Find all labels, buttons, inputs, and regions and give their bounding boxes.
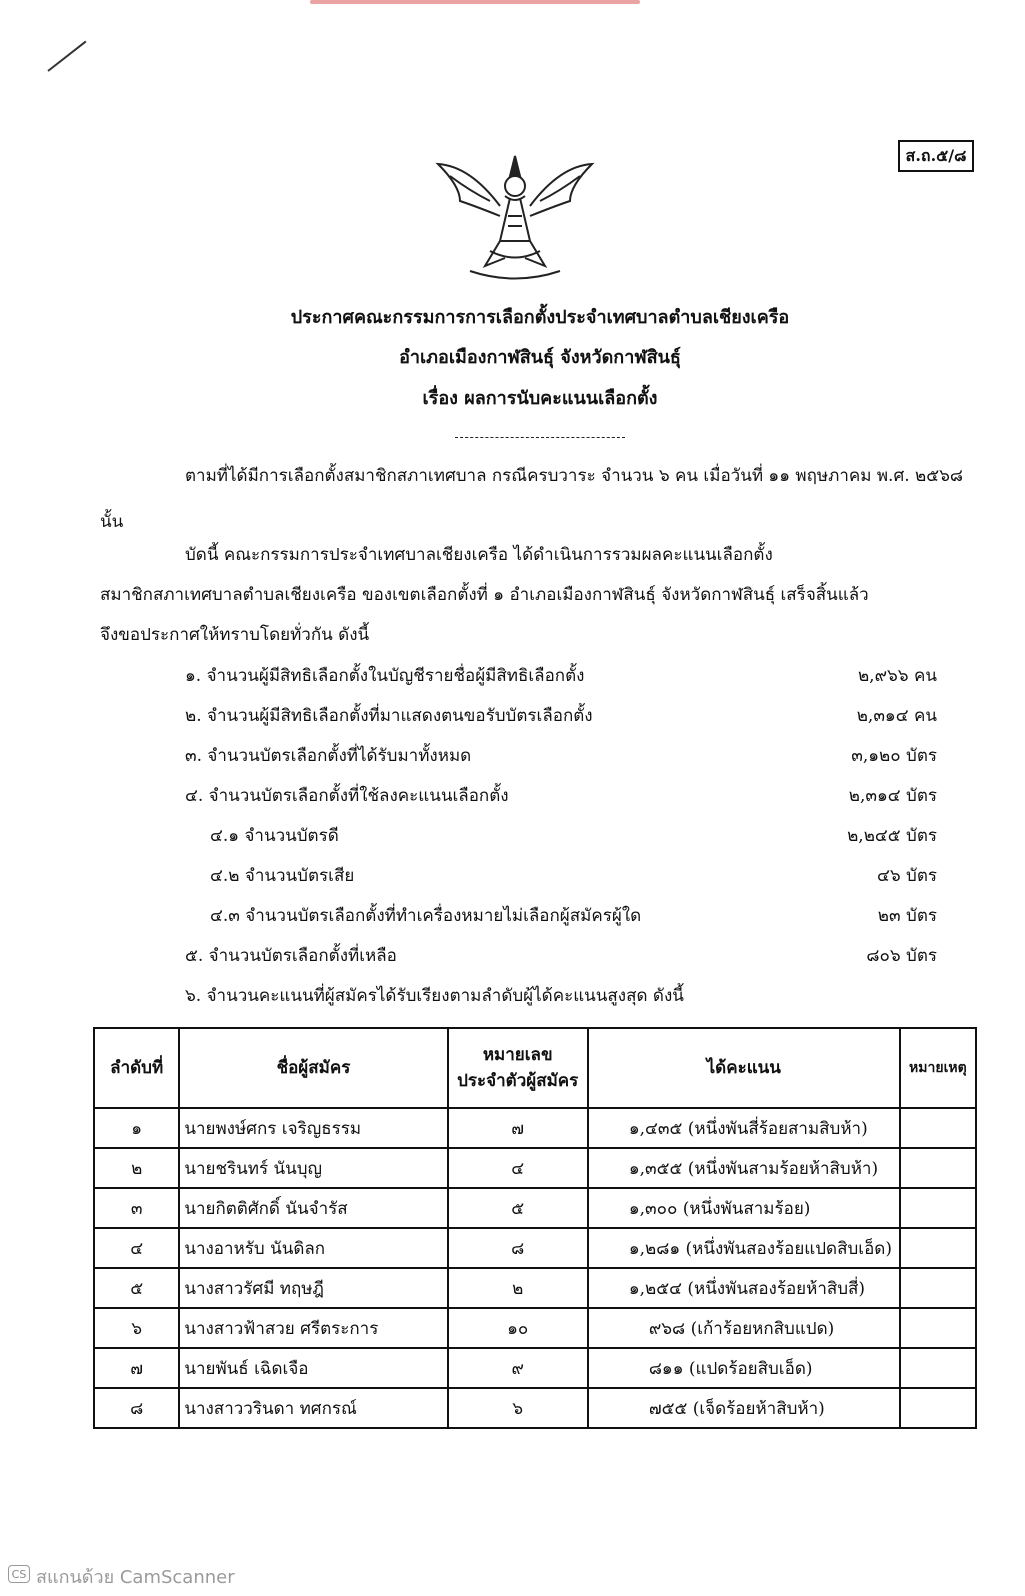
table-header-row xyxy=(94,1028,976,1108)
cell-name: นายพงษ์ศกร เจริญธรรม xyxy=(179,1108,447,1148)
cell-name: นางสาวฟ้าสวย ศรีตระการ xyxy=(179,1308,447,1348)
cell-number: ๖ xyxy=(448,1388,588,1428)
stat-label: ๔.๑ จำนวนบัตรดี xyxy=(210,826,339,846)
cell-number: ๒ xyxy=(448,1268,588,1308)
stat-label: ๔.๓ จำนวนบัตรเลือกตั้งที่ทำเครื่องหมายไม่เลือกผู้สมัครผู้ใด xyxy=(210,906,642,926)
cell-number: ๘ xyxy=(448,1228,588,1268)
cell-note xyxy=(900,1308,976,1348)
cell-rank: ๗ xyxy=(94,1348,179,1388)
scan-mark xyxy=(310,0,640,4)
stat-label: ๔. จำนวนบัตรเลือกตั้งที่ใช้ลงคะแนนเลือกตั้ง xyxy=(185,786,509,806)
header-score: ได้คะแนน xyxy=(588,1028,900,1108)
heading-line-1: ประกาศคณะกรรมการการเลือกตั้งประจำเทศบาลตำบลเชียงเครือ xyxy=(290,307,790,328)
cell-score: ๑,๔๓๕ (หนึ่งพันสี่ร้อยสามสิบห้า) xyxy=(588,1108,900,1148)
header-name: ชื่อผู้สมัคร xyxy=(179,1028,447,1108)
stat-value: ๒๓ บัตร xyxy=(877,906,937,926)
stat-value: ๒,๓๑๔ คน xyxy=(856,706,937,726)
stat-value: ๒,๓๑๔ บัตร xyxy=(848,786,937,806)
stat-label: ๑. จำนวนผู้มีสิทธิเลือกตั้งในบัญชีรายชื่อผู้มีสิทธิเลือกตั้ง xyxy=(185,666,585,686)
cell-score: ๑,๓๐๐ (หนึ่งพันสามร้อย) xyxy=(588,1188,900,1228)
cell-number: ๗ xyxy=(448,1108,588,1148)
cell-note xyxy=(900,1268,976,1308)
cell-note xyxy=(900,1108,976,1148)
garuda-emblem-icon xyxy=(430,146,600,288)
table-row xyxy=(94,1348,976,1388)
stat-label: ๔.๒ จำนวนบัตรเสีย xyxy=(210,866,355,886)
cell-score: ๑,๒๕๔ (หนึ่งพันสองร้อยห้าสิบสี่) xyxy=(588,1268,900,1308)
cell-score: ๘๑๑ (แปดร้อยสิบเอ็ด) xyxy=(588,1348,900,1388)
cell-rank: ๔ xyxy=(94,1228,179,1268)
cell-rank: ๑ xyxy=(94,1108,179,1148)
paragraph-2-line-1: บัดนี้ คณะกรรมการประจำเทศบาลเชียงเครือ ได้ดำเนินการรวมผลคะแนนเลือกตั้ง xyxy=(185,545,773,565)
stat-value: ๘๐๖ บัตร xyxy=(866,946,937,966)
table-row xyxy=(94,1388,976,1428)
table-row xyxy=(94,1308,976,1348)
cell-note xyxy=(900,1348,976,1388)
results-table xyxy=(93,1027,977,1429)
paragraph-2-line-3: จึงขอประกาศให้ทราบโดยทั่วกัน ดังนี้ xyxy=(100,625,370,645)
stat-label: ๒. จำนวนผู้มีสิทธิเลือกตั้งที่มาแสดงตนขอรับบัตรเลือกตั้ง xyxy=(185,706,593,726)
divider xyxy=(455,437,625,438)
cell-name: นางสาววรินดา ทศกรณ์ xyxy=(179,1388,447,1428)
header-rank: ลำดับที่ xyxy=(94,1028,179,1108)
table-row xyxy=(94,1228,976,1268)
table-row xyxy=(94,1148,976,1188)
table-row xyxy=(94,1188,976,1228)
table-row xyxy=(94,1268,976,1308)
cell-rank: ๓ xyxy=(94,1188,179,1228)
cell-rank: ๒ xyxy=(94,1148,179,1188)
results-intro: ๖. จำนวนคะแนนที่ผู้สมัครได้รับเรียงตามลำดับผู้ได้คะแนนสูงสุด ดังนี้ xyxy=(185,986,684,1006)
cell-name: นายพันธ์ เฉิดเจือ xyxy=(179,1348,447,1388)
header-number xyxy=(448,1028,588,1108)
header-number-line-2: ประจำตัวผู้สมัคร xyxy=(457,1071,579,1091)
cell-score: ๗๕๕ (เจ็ดร้อยห้าสิบห้า) xyxy=(588,1388,900,1428)
paragraph-1-line-1: ตามที่ได้มีการเลือกตั้งสมาชิกสภาเทศบาล กรณีครบวาระ จำนวน ๖ คน เมื่อวันที่ ๑๑ พฤษภาคม พ.ศ. ๒๕๖๘ xyxy=(185,466,964,486)
cell-rank: ๖ xyxy=(94,1308,179,1348)
heading-line-2: อำเภอเมืองกาฬสินธุ์ จังหวัดกาฬสินธุ์ xyxy=(399,347,681,368)
cell-rank: ๕ xyxy=(94,1268,179,1308)
stat-label: ๓. จำนวนบัตรเลือกตั้งที่ได้รับมาทั้งหมด xyxy=(185,746,472,766)
stat-label: ๕. จำนวนบัตรเลือกตั้งที่เหลือ xyxy=(185,946,397,966)
cell-score: ๑,๓๕๕ (หนึ่งพันสามร้อยห้าสิบห้า) xyxy=(588,1148,900,1188)
cell-name: นายกิตติศักดิ์ นันจำรัส xyxy=(179,1188,447,1228)
pen-mark xyxy=(47,41,86,72)
cell-note xyxy=(900,1228,976,1268)
cell-name: นางอาหรับ นันดิลก xyxy=(179,1228,447,1268)
paragraph-2-line-2: สมาชิกสภาเทศบาลตำบลเชียงเครือ ของเขตเลือกตั้งที่ ๑ อำเภอเมืองกาฬสินธุ์ จังหวัดกาฬสินธุ์ เสร็จสิ้นแล้ว xyxy=(100,585,869,605)
cell-number: ๙ xyxy=(448,1348,588,1388)
cell-rank: ๘ xyxy=(94,1388,179,1428)
cell-number: ๕ xyxy=(448,1188,588,1228)
stat-value: ๒,๙๖๖ คน xyxy=(857,666,937,686)
stat-value: ๓,๑๒๐ บัตร xyxy=(851,746,937,766)
table-row xyxy=(94,1108,976,1148)
stat-value: ๒,๒๔๕ บัตร xyxy=(847,826,937,846)
cell-number: ๑๐ xyxy=(448,1308,588,1348)
camscanner-watermark: สแกนด้วย CamScanner xyxy=(36,1567,235,1588)
cell-note xyxy=(900,1188,976,1228)
stat-value: ๔๖ บัตร xyxy=(876,866,937,886)
cell-note xyxy=(900,1148,976,1188)
cell-score: ๑,๒๘๑ (หนึ่งพันสองร้อยแปดสิบเอ็ด) xyxy=(588,1228,900,1268)
cell-number: ๔ xyxy=(448,1148,588,1188)
cell-name: นายชรินทร์ นันบุญ xyxy=(179,1148,447,1188)
header-note: หมายเหตุ xyxy=(900,1028,976,1108)
header-number-line-1: หมายเลข xyxy=(482,1045,553,1065)
camscanner-logo-icon: CS xyxy=(8,1565,30,1583)
heading-title: เรื่อง ผลการนับคะแนนเลือกตั้ง xyxy=(422,388,658,409)
cell-note xyxy=(900,1388,976,1428)
cell-score: ๙๖๘ (เก้าร้อยหกสิบแปด) xyxy=(588,1308,900,1348)
paragraph-1-line-2: นั้น xyxy=(100,512,124,532)
form-code-box: ส.ถ.๕/๘ xyxy=(898,140,974,172)
cell-name: นางสาวรัศมี ทฤษฎี xyxy=(179,1268,447,1308)
